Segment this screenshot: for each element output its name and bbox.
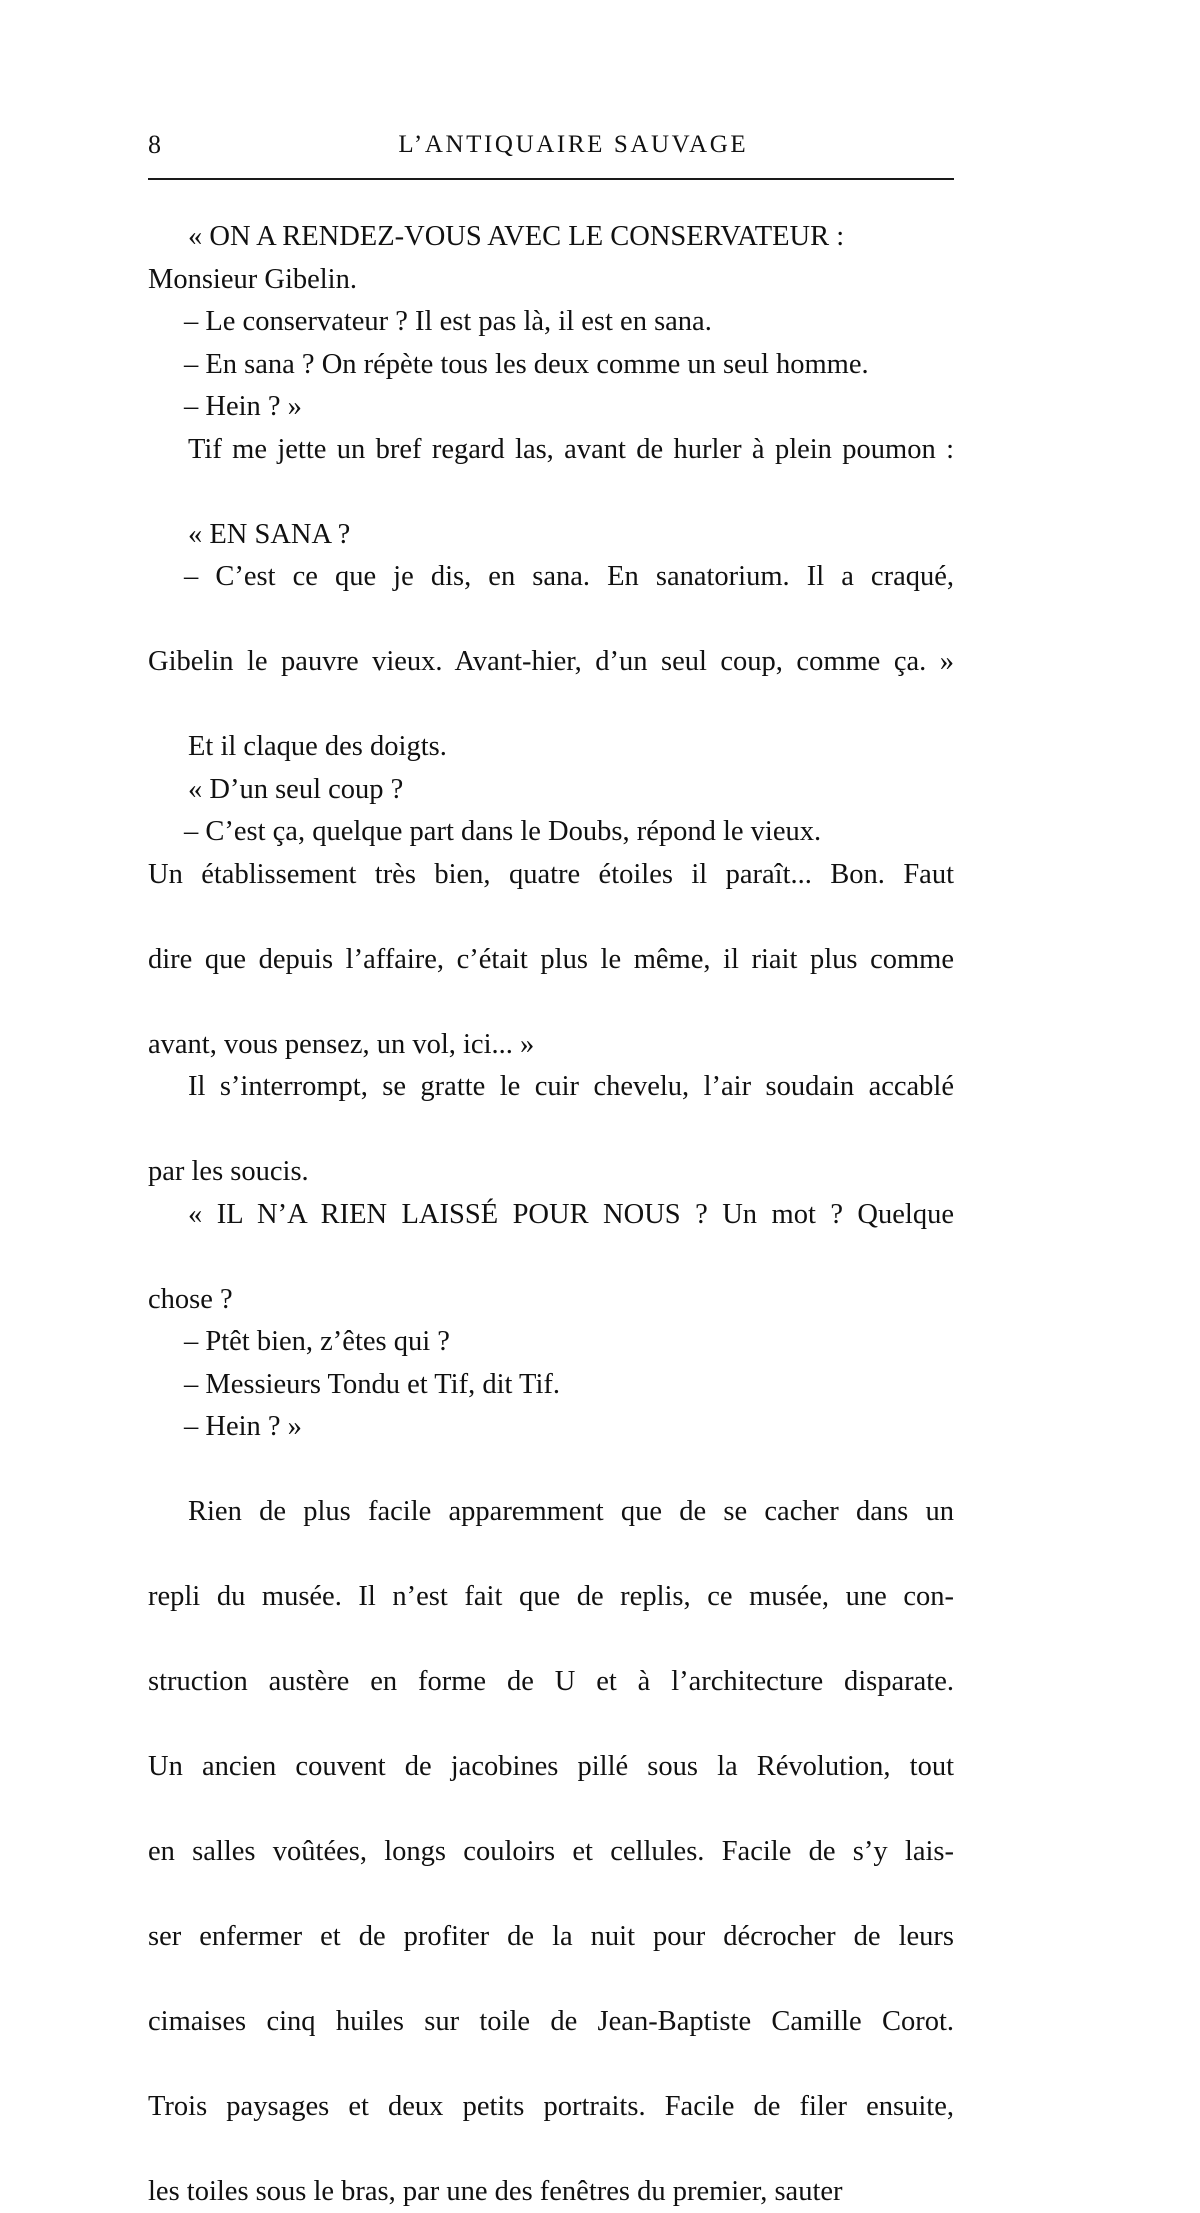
page-number: 8 [148, 128, 161, 162]
text-line: – C’est ce que je dis, en sana. En sanatorium. Il a craqué, [148, 556, 954, 641]
text-line: « EN SANA ? [148, 514, 954, 557]
running-title: L’ANTIQUAIRE SAUVAGE [148, 128, 954, 162]
text-line: Tif me jette un bref regard las, avant de hurler à plein poumon : [148, 429, 954, 514]
text-line: chose ? [148, 1279, 954, 1322]
text-line: « IL N’A RIEN LAISSÉ POUR NOUS ? Un mot ? Quelque [148, 1194, 954, 1279]
text-line: Un ancien couvent de jacobines pillé sous la Révolution, tout [148, 1746, 954, 1831]
text-line: « D’un seul coup ? [148, 769, 954, 812]
text-line: – Messieurs Tondu et Tif, dit Tif. [148, 1364, 954, 1407]
body-text [148, 216, 954, 2213]
text-line: Il s’interrompt, se gratte le cuir chevelu, l’air soudain accablé [148, 1066, 954, 1151]
text-line: avant, vous pensez, un vol, ici... » [148, 1024, 954, 1067]
text-line: Gibelin le pauvre vieux. Avant-hier, d’un seul coup, comme ça. » [148, 641, 954, 726]
text-line: cimaises cinq huiles sur toile de Jean-Baptiste Camille Corot. [148, 2001, 954, 2086]
narrative-block [148, 1491, 954, 2213]
paragraph-gap [148, 1449, 954, 1491]
text-line: Monsieur Gibelin. [148, 259, 954, 302]
text-line: – Hein ? » [148, 386, 954, 429]
text-line: – Hein ? » [148, 1406, 954, 1449]
running-header [148, 128, 954, 172]
text-line: struction austère en forme de U et à l’architecture disparate. [148, 1661, 954, 1746]
dialogue-block [148, 216, 954, 1449]
text-line: en salles voûtées, longs couloirs et cellules. Facile de s’y lais- [148, 1831, 954, 1916]
text-line: dire que depuis l’affaire, c’était plus le même, il riait plus comme [148, 939, 954, 1024]
text-line: Un établissement très bien, quatre étoiles il paraît... Bon. Faut [148, 854, 954, 939]
text-line: repli du musée. Il n’est fait que de replis, ce musée, une con- [148, 1576, 954, 1661]
text-line: par les soucis. [148, 1151, 954, 1194]
text-line: Et il claque des doigts. [148, 726, 954, 769]
header-rule [148, 178, 954, 180]
page-content [148, 128, 954, 2213]
text-line: – En sana ? On répète tous les deux comme un seul homme. [148, 344, 954, 387]
text-line: Trois paysages et deux petits portraits. Facile de filer ensuite, [148, 2086, 954, 2171]
text-line: Rien de plus facile apparemment que de se cacher dans un [148, 1491, 954, 1576]
text-line: « ON A RENDEZ-VOUS AVEC LE CONSERVATEUR : [148, 216, 954, 259]
text-line: – Ptêt bien, z’êtes qui ? [148, 1321, 954, 1364]
text-line: ser enfermer et de profiter de la nuit pour décrocher de leurs [148, 1916, 954, 2001]
text-line: – C’est ça, quelque part dans le Doubs, répond le vieux. [148, 811, 954, 854]
text-line: – Le conservateur ? Il est pas là, il est en sana. [148, 301, 954, 344]
text-line: les toiles sous le bras, par une des fenêtres du premier, sauter [148, 2171, 954, 2213]
